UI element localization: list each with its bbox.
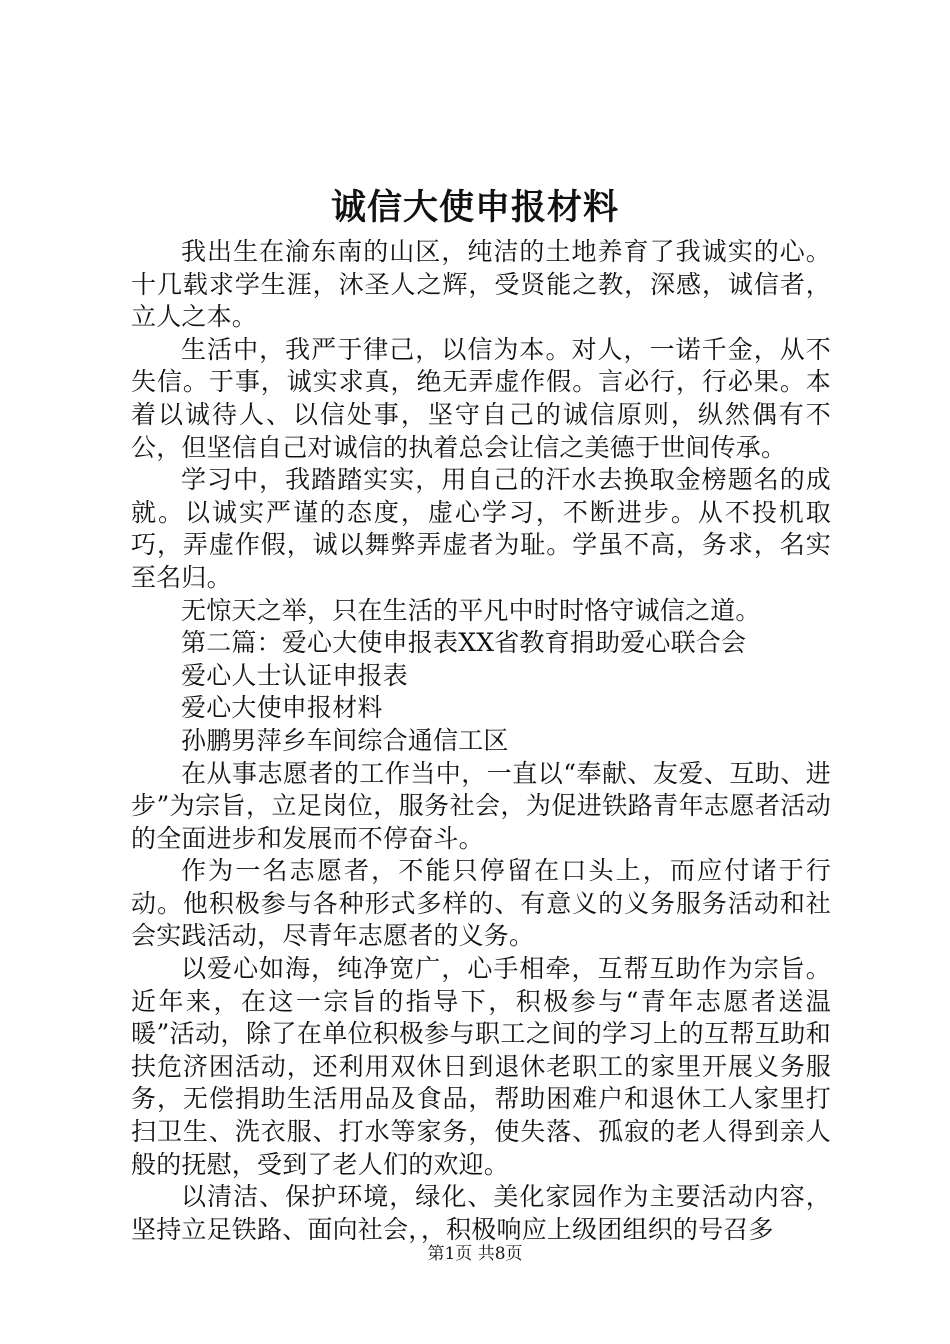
- paragraph: 学习中，我踏踏实实，用自己的汗水去换取金榜题名的成就。以诚实严谨的态度，虚心学习，不断进步。从不投机取巧，弄虚作假，诚以舞弊弄虚者为耻。学虽不高，务求，名实至名归。: [131, 465, 831, 592]
- paragraph: 作为一名志愿者，不能只停留在口头上，而应付诸于行动。他积极参与各种形式多样的、有意义的义务服务活动和社会实践活动，尽青年志愿者的义务。: [131, 856, 831, 951]
- paragraph: 我出生在渝东南的山区，纯洁的土地养育了我诚实的心。十几载求学生涯，沐圣人之辉，受贤能之教，深感，诚信者，立人之本。: [131, 237, 831, 332]
- material-title: 爱心大使申报材料: [181, 693, 383, 723]
- paragraph: 无惊天之举，只在生活的平凡中时时恪守诚信之道。: [181, 595, 761, 625]
- paragraph: 在从事志愿者的工作当中，一直以“奉献、友爱、互助、进步”为宗旨，立足岗位，服务社会，为促进铁路青年志愿者活动的全面进步和发展而不停奋斗。: [131, 758, 831, 853]
- document-title: 诚信大使申报材料: [330, 187, 619, 228]
- paragraph: 生活中，我严于律己，以信为本。对人，一诺千金，从不失信。于事，诚实求真，绝无弄虚作假。言必行，行必果。本着以诚待人、以信处事，坚守自己的诚信原则，纵然偶有不公，但坚信自己对诚信的执着总会让信之美德于世间传承。: [131, 334, 831, 462]
- section-heading: 第二篇：爱心大使申报表XX省教育捐助爱心联合会: [181, 628, 747, 658]
- document-body: [131, 236, 831, 1246]
- page-number-footer: 第1页 共8页: [427, 1244, 523, 1264]
- paragraph: 以爱心如海，纯净宽广，心手相牵，互帮互助作为宗旨。近年来，在这一宗旨的指导下，积极参与“青年志愿者送温暖”活动，除了在单位积极参与职工之间的学习上的互帮互助和扶危济困活动，还利用双休日到退休老职工的家里开展义务服务，无偿捐助生活用品及食品，帮助困难户和退休工人家里打扫卫生、洗衣服、打水等家务，使失落、孤寂的老人得到亲人般的抚慰，受到了老人们的欢迎。: [131, 954, 831, 1179]
- paragraph: 以清洁、保护环境，绿化、美化家园作为主要活动内容，坚持立足铁路、面向社会，，积极响应上级团组织的号召多: [131, 1182, 831, 1244]
- form-title: 爱心人士认证申报表: [181, 660, 408, 690]
- applicant-info: 孙鹏男萍乡车间综合通信工区: [181, 725, 509, 755]
